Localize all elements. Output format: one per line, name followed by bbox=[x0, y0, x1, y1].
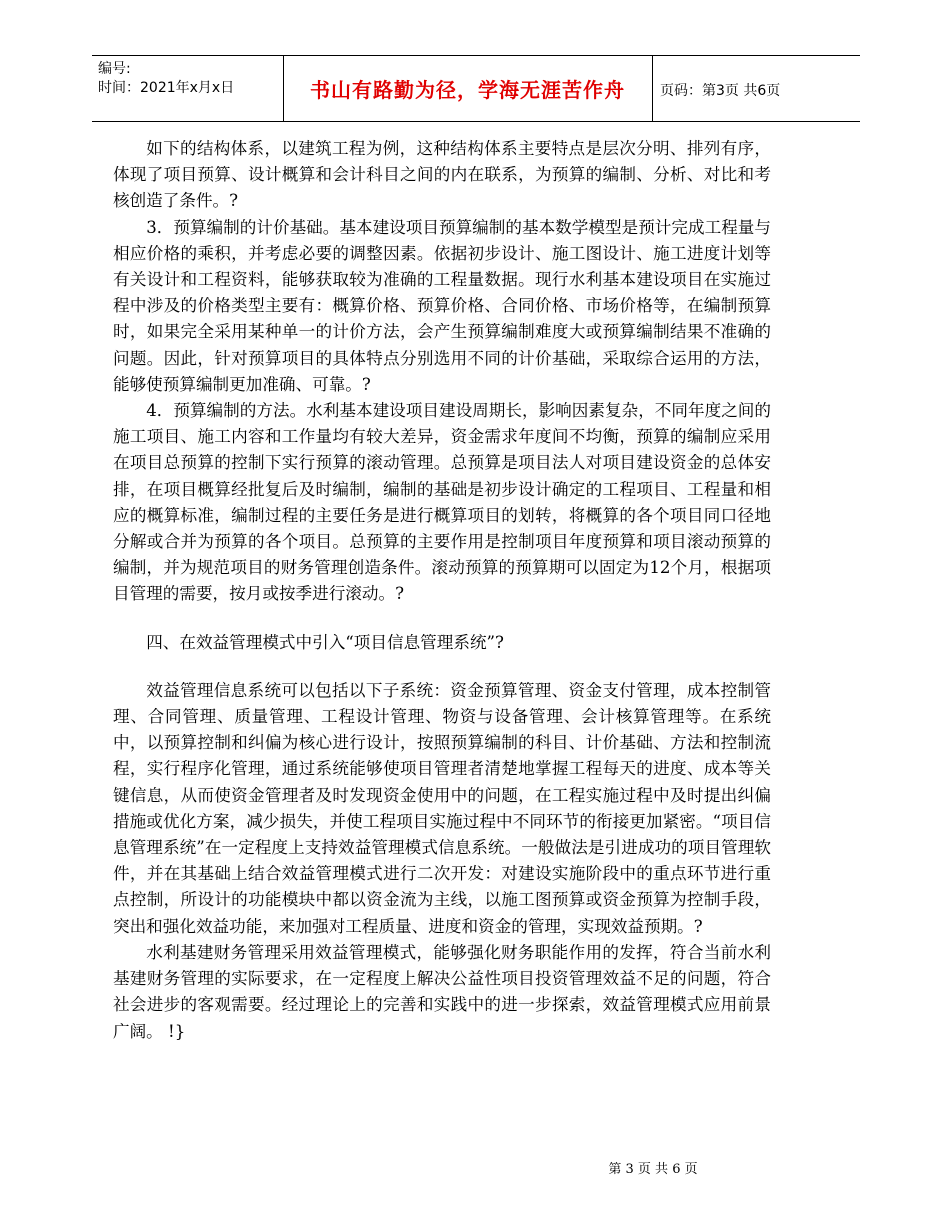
header-meta bbox=[98, 60, 234, 98]
body-paragraph: 3．预算编制的计价基础。基本建设项目预算编制的基本数学模型是预计完成工程量与相应价格的乘积，并考虑必要的调整因素。依据初步设计、施工图设计、施工进度计划等有关设计和工程资料，能够获取较为准确的工程量数据。现行水利基本建设项目在实施过程中涉及的价格类型主要有：概算价格、预算价格、合同价格、市场价格等，在编制预算时，如果完全采用某种单一的计价方法，会产生预算编制难度大或预算编制结果不准确的问题。因此，针对预算项目的具体特点分别选用不同的计价基础，采取综合运用的方法，能够使预算编制更加准确、可靠。? bbox=[113, 217, 771, 394]
header-bottom-rule bbox=[92, 121, 860, 122]
header-motto: 书山有路勤为径，学海无涯苦作舟 bbox=[310, 78, 625, 102]
body-paragraph: 水利基建财务管理采用效益管理模式，能够强化财务职能作用的发挥，符合当前水利基建财务管理的实际要求，在一定程度上解决公益性项目投资管理效益不足的问题，符合社会进步的客观需要。经过理论上的完善和实践中的进一步探索，效益管理模式应用前景广阔。 !} bbox=[113, 942, 771, 1041]
page-footer bbox=[0, 1158, 950, 1177]
document-body bbox=[113, 136, 771, 1045]
footer-page-number: 第 3 页 共 6 页 bbox=[608, 1162, 698, 1177]
body-paragraph: 4．预算编制的方法。水利基本建设项目建设周期长，影响因素复杂，不同年度之间的施工项目、施工内容和工作量均有较大差异，资金需求年度间不均衡，预算的编制应采用在项目总预算的控制下实行预算的滚动管理。总预算是项目法人对项目建设资金的总体安排，在项目概算经批复后及时编制，编制的基础是初步设计确定的工程项目、工程量和相应的概算标准，编制过程的主要任务是进行概算项目的划转，将概算的各个项目同口径地分解或合并为预算的各个项目。总预算的主要作用是控制项目年度预算和项目滚动预算的编制，并为规范项目的财务管理创造条件。滚动预算的预算期可以固定为12个月，根据项目管理的需要，按月或按季进行滚动。? bbox=[113, 401, 771, 604]
body-paragraph: 如下的结构体系，以建筑工程为例，这种结构体系主要特点是层次分明、排列有序，体现了项目预算、设计概算和会计科目之间的内在联系，为预算的编制、分析、对比和考核创造了条件。? bbox=[113, 139, 771, 211]
document-number-label: 编号: bbox=[98, 61, 131, 77]
section-heading: 四、在效益管理模式中引入“项目信息管理系统”? bbox=[146, 632, 504, 652]
header-top-rule bbox=[92, 55, 860, 56]
header-divider bbox=[652, 55, 653, 121]
header-page-info: 页码：第3页 共6页 bbox=[660, 83, 781, 99]
body-paragraph: 效益管理信息系统可以包括以下子系统：资金预算管理、资金支付管理，成本控制管理、合同管理、质量管理、工程设计管理、物资与设备管理、会计核算管理等。在系统中，以预算控制和纠偏为核心进行设计，按照预算编制的科目、计价基础、方法和控制流程，实行程序化管理，通过系统能够使项目管理者清楚地掌握工程每天的进度、成本等关键信息，从而使资金管理者及时发现资金使用中的问题，在工程实施过程中及时提出纠偏措施或优化方案，减少损失，并使工程项目实施过程中不同环节的衔接更加紧密。“项目信息管理系统”在一定程度上支持效益管理模式信息系统。一般做法是引进成功的项目管理软件，并在其基础上结合效益管理模式进行二次开发：对建设实施阶段中的重点环节进行重点控制，所设计的功能模块中都以资金流为主线，以施工图预算或资金预算为控制手段，突出和强化效益功能，来加强对工程质量、进度和资金的管理，实现效益预期。? bbox=[113, 680, 771, 936]
document-time-label: 时间：2021年x月x日 bbox=[98, 80, 235, 96]
